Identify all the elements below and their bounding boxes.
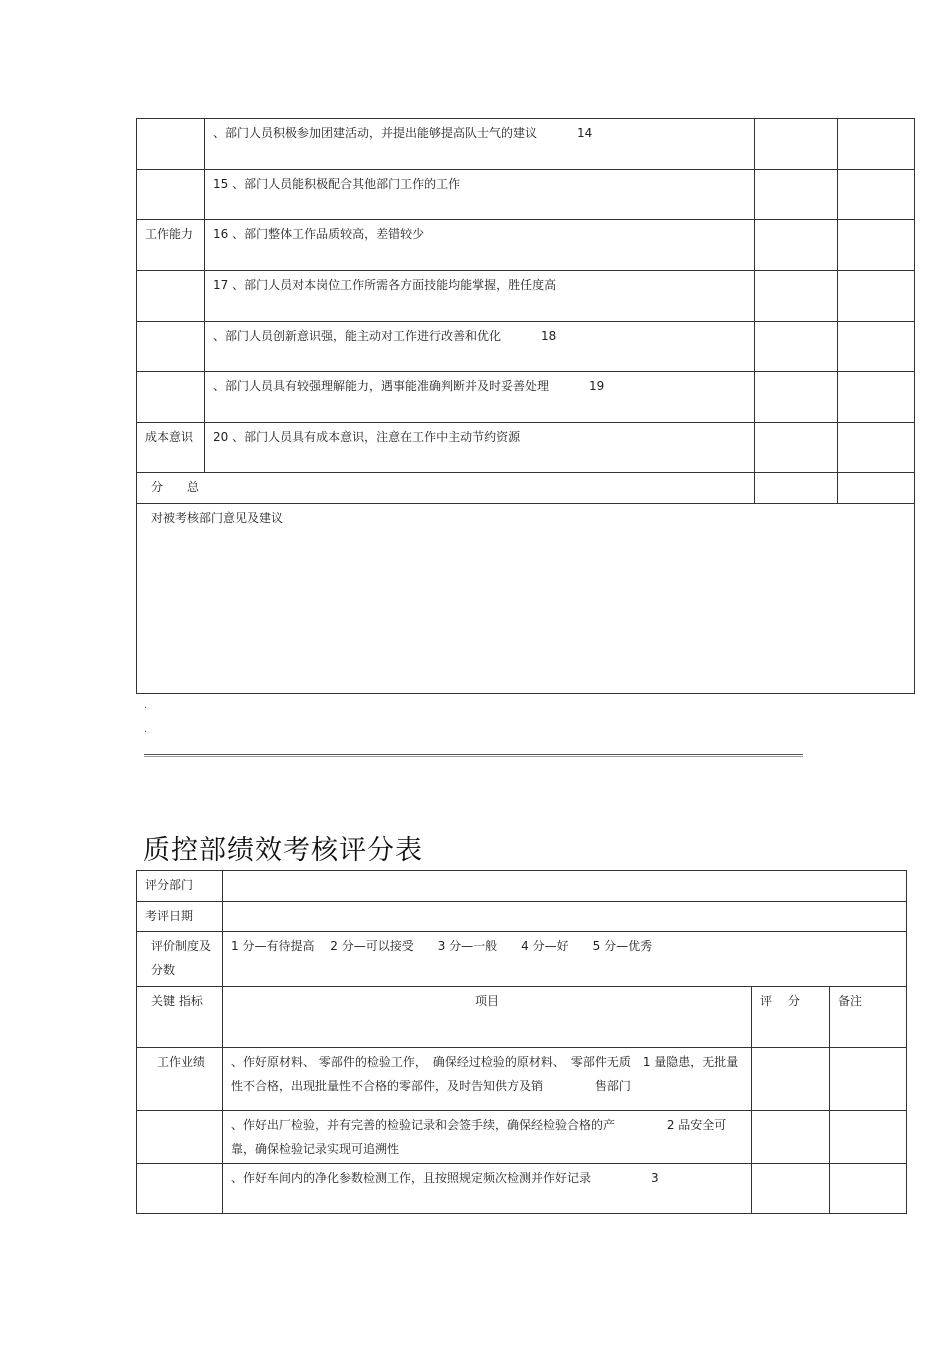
table-row (137, 1111, 907, 1164)
note-cell[interactable] (838, 170, 915, 220)
category-cell (137, 170, 205, 220)
score-cell[interactable] (752, 1164, 830, 1214)
category-cell: 工作能力 (137, 220, 205, 271)
note-cell[interactable] (830, 1048, 907, 1111)
dept-row (137, 871, 907, 902)
header-key: 关键 指标 (137, 987, 223, 1048)
total-score-cell[interactable] (755, 473, 838, 504)
total-row (137, 473, 915, 504)
page-divider (144, 754, 803, 757)
note-cell[interactable] (838, 322, 915, 372)
item-cell: 20 、部门人员具有成本意识，注意在工作中主动节约资源 (205, 423, 755, 473)
score-cell[interactable] (755, 271, 838, 322)
note-cell[interactable] (838, 119, 915, 170)
note-cell[interactable] (838, 372, 915, 423)
table-row (137, 220, 915, 271)
dot-mark: . (144, 700, 148, 711)
category-cell (137, 322, 205, 372)
table-row (137, 322, 915, 372)
score-cell[interactable] (755, 220, 838, 271)
category-cell: 成本意识 (137, 423, 205, 473)
score-cell[interactable] (755, 372, 838, 423)
category-cell (137, 119, 205, 170)
total-note-cell[interactable] (838, 473, 915, 504)
item-cell: 、作好原材料、 零部件的检验工作， 确保经过检验的原材料、 零部件无质 1 量隐患，无批量性不合格，出现批量性不合格的零部件，及时告知供方及销 售部门 (223, 1048, 752, 1111)
rating-text-cell: 1 分—有待提高 2 分—可以接受 3 分—一般 4 分—好 5 分—优秀 (223, 932, 907, 987)
category-cell (137, 271, 205, 322)
date-value-cell[interactable] (223, 902, 907, 932)
score-cell[interactable] (752, 1111, 830, 1164)
score-cell[interactable] (755, 423, 838, 473)
total-label-cell: 分 总 (137, 473, 755, 504)
item-cell: 、作好出厂检验，并有完善的检验记录和会签手续，确保经检验合格的产 2 品安全可靠，确保检验记录实现可追溯性 (223, 1111, 752, 1164)
rating-label-cell: 评价制度及分数 (137, 932, 223, 987)
score-cell[interactable] (755, 170, 838, 220)
dept-label-cell: 评分部门 (137, 871, 223, 902)
evaluation-table-bottom (136, 870, 907, 1214)
dot-mark: . (144, 724, 148, 735)
table-row (137, 372, 915, 423)
item-cell: 、部门人员创新意识强，能主动对工作进行改善和优化 18 (205, 322, 755, 372)
table-row (137, 170, 915, 220)
item-cell: 、作好车间内的净化参数检测工作，且按照规定频次检测并作好记录 3 (223, 1164, 752, 1214)
header-note: 备注 (830, 987, 907, 1048)
suggestion-cell[interactable]: 对被考核部门意见及建议 (137, 504, 915, 694)
item-cell: 、部门人员积极参加团建活动，并提出能够提高队士气的建议 14 (205, 119, 755, 170)
date-row (137, 902, 907, 932)
score-cell[interactable] (752, 1048, 830, 1111)
header-item: 项目 (223, 987, 752, 1048)
score-cell[interactable] (755, 119, 838, 170)
category-cell (137, 1164, 223, 1214)
suggestion-row (137, 504, 915, 694)
note-cell[interactable] (830, 1111, 907, 1164)
header-score: 评 分 (752, 987, 830, 1048)
evaluation-table-top (136, 118, 915, 694)
note-cell[interactable] (838, 220, 915, 271)
item-cell: 17 、部门人员对本岗位工作所需各方面技能均能掌握，胜任度高 (205, 271, 755, 322)
note-cell[interactable] (838, 271, 915, 322)
item-cell: 、部门人员具有较强理解能力，遇事能准确判断并及时妥善处理 19 (205, 372, 755, 423)
table-row (137, 119, 915, 170)
dept-value-cell[interactable] (223, 871, 907, 902)
table-row (137, 1048, 907, 1111)
note-cell[interactable] (838, 423, 915, 473)
note-cell[interactable] (830, 1164, 907, 1214)
item-cell: 16 、部门整体工作品质较高，差错较少 (205, 220, 755, 271)
category-cell (137, 1111, 223, 1164)
category-cell: 工作业绩 (137, 1048, 223, 1111)
rating-row (137, 932, 907, 987)
date-label-cell: 考评日期 (137, 902, 223, 932)
table-row (137, 423, 915, 473)
table-row (137, 1164, 907, 1214)
table-row (137, 271, 915, 322)
category-cell (137, 372, 205, 423)
score-cell[interactable] (755, 322, 838, 372)
item-cell: 15 、部门人员能积极配合其他部门工作的工作 (205, 170, 755, 220)
page-title: 质控部绩效考核评分表 (143, 835, 423, 866)
header-row (137, 987, 907, 1048)
